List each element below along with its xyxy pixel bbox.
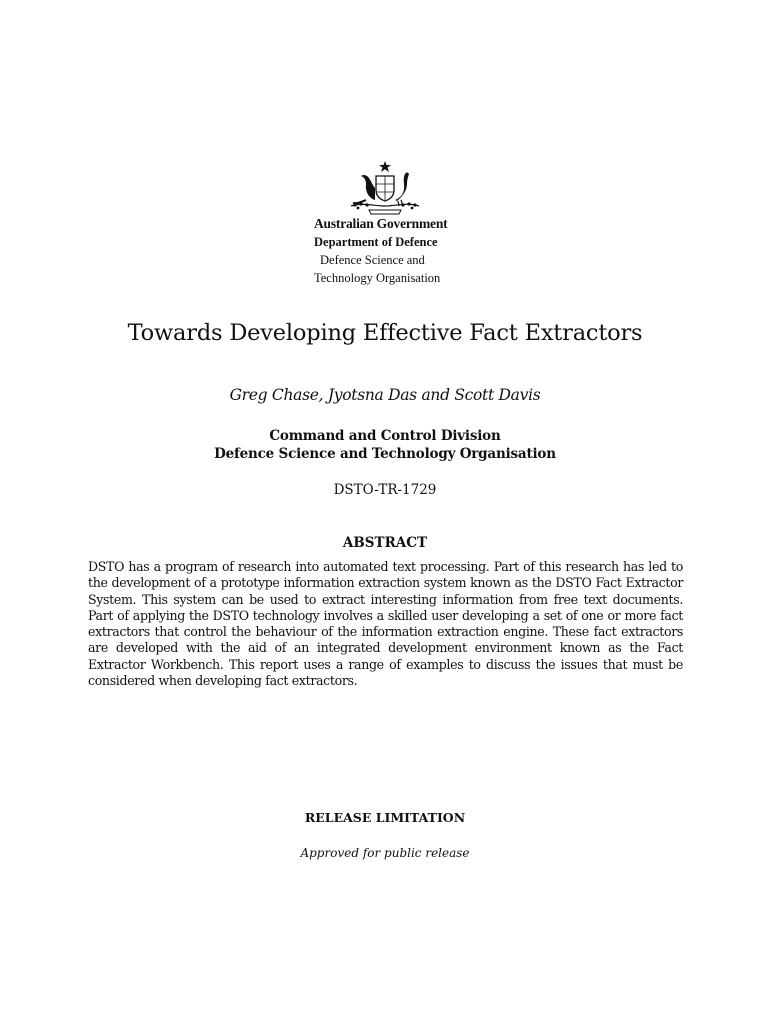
division-name: Command and Control Division xyxy=(269,428,501,444)
department-name: Department of Defence xyxy=(314,235,438,249)
report-title: Towards Developing Effective Fact Extractors xyxy=(127,320,643,346)
organisation-name-line-2: Technology Organisation xyxy=(314,271,441,285)
commonwealth-coat-of-arms-icon xyxy=(345,160,425,216)
author-affiliation xyxy=(0,427,770,463)
government-name: Australian Government xyxy=(314,216,448,231)
release-limitation-heading: RELEASE LIMITATION xyxy=(304,810,466,825)
report-authors: Greg Chase, Jyotsna Das and Scott Davis xyxy=(229,386,541,404)
affiliation-organisation: Defence Science and Technology Organisation xyxy=(214,446,556,462)
report-number: DSTO-TR-1729 xyxy=(333,482,437,498)
department-signature-block xyxy=(314,215,474,287)
organisation-name-line-1: Defence Science and xyxy=(320,253,425,267)
abstract-body: DSTO has a program of research into automated text processing. Part of this research has led to the development of a prototype information extraction system known as the DSTO Fact Extractor System. This system can be used to extract interesting information from free text documents. Part of applying the DSTO technology involves a skilled user developing a set of one or more fact extractors that control the behaviour of the information extraction engine. These fact extractors are developed with the aid of an integrated development environment known as the Fact Extractor Workbench. This report uses a range of examples to discuss the issues that must be considered when developing fact extractors. xyxy=(88,559,683,689)
release-limitation-text: Approved for public release xyxy=(300,846,470,860)
abstract-heading: ABSTRACT xyxy=(342,535,428,551)
